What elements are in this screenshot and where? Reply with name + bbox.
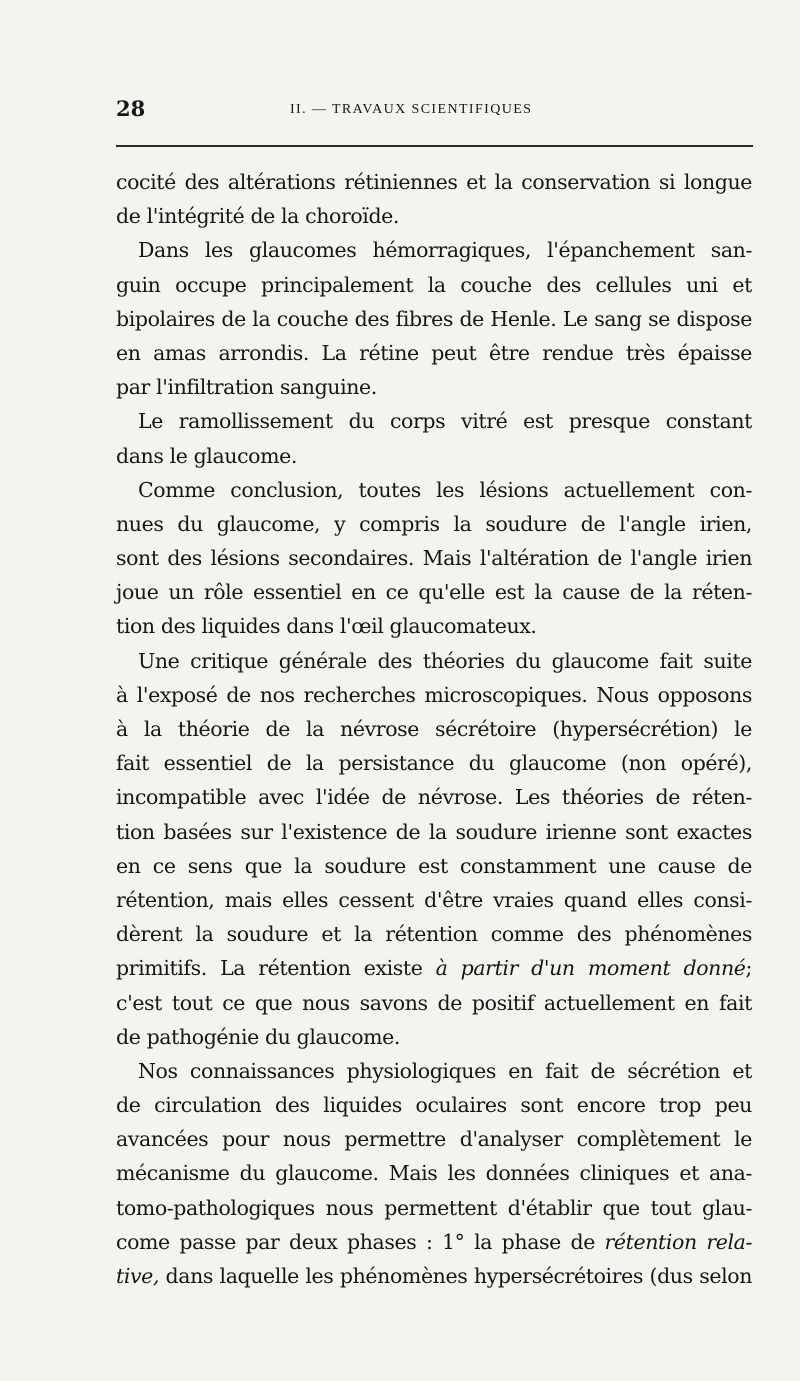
text-line: de circulation des liquides oculaires sont encore trop peu <box>116 1093 752 1118</box>
text-line: rétention, mais elles cessent d'être vraies quand elles consi- <box>116 887 752 912</box>
text-line: de l'intégrité de la choroïde. <box>116 204 400 229</box>
italic-segment: rétention rela- <box>604 1229 753 1254</box>
text-line: Une critique générale des théories du glaucome fait suite <box>138 648 752 673</box>
page-number: 28 <box>116 96 146 121</box>
italic-segment: tive, <box>116 1264 160 1288</box>
text-line: par l'infiltration sanguine. <box>116 375 377 400</box>
text-line-with-italic <box>116 1259 752 1293</box>
text-line: tomo-pathologiques nous permettent d'établir que tout glau- <box>116 1195 752 1220</box>
text-line: avancées pour nous permettre d'analyser complètement le <box>116 1127 752 1152</box>
text-line: nues du glaucome, y compris la soudure de l'angle irien, <box>116 511 752 536</box>
text-line: Comme conclusion, toutes les lésions actuellement con- <box>138 477 752 502</box>
header-rule <box>116 145 753 147</box>
text-segment: primitifs. La rétention existe <box>116 956 436 981</box>
text-line: cocité des altérations rétiniennes et la conservation si longue <box>116 170 752 194</box>
text-line: incompatible avec l'idée de névrose. Les théories de réten- <box>116 785 752 810</box>
text-line: guin occupe principalement la couche des cellules uni et <box>116 272 752 297</box>
text-line: de pathogénie du glaucome. <box>116 1024 401 1049</box>
text-line: Dans les glaucomes hémorragiques, l'épanchement san- <box>138 238 752 263</box>
text-line: à la théorie de la névrose sécrétoire (hypersécrétion) le <box>116 717 752 741</box>
text-line: en ce sens que la soudure est constamment une cause de <box>116 853 752 878</box>
text-line: joue un rôle essentiel en ce qu'elle est la cause de la réten- <box>116 580 752 605</box>
text-line: fait essentiel de la persistance du glaucome (non opéré), <box>116 751 752 776</box>
running-head: II. — TRAVAUX SCIENTIFIQUES <box>290 102 533 117</box>
text-line: Nos connaissances physiologiques en fait de sécrétion et <box>138 1058 752 1083</box>
text-line: en amas arrondis. La rétine peut être rendue très épaisse <box>116 340 752 365</box>
italic-segment: à partir d'un moment donné <box>435 956 746 981</box>
text-line: tion des liquides dans l'œil glaucomateux. <box>116 614 537 639</box>
text-line: dans le glaucome. <box>116 443 298 468</box>
text-line: sont des lésions secondaires. Mais l'altération de l'angle irien <box>116 546 752 571</box>
text-line: tion basées sur l'existence de la soudure irienne sont exactes <box>116 819 752 844</box>
text-line: c'est tout ce que nous savons de positif actuellement en fait <box>116 990 752 1015</box>
text-line: mécanisme du glaucome. Mais les données cliniques et ana- <box>116 1161 752 1186</box>
text-line: dèrent la soudure et la rétention comme des phénomènes <box>116 922 752 947</box>
body-text <box>116 165 752 1293</box>
text-line-with-italic <box>116 1225 752 1259</box>
text-segment: come passe par deux phases : 1° la phase de <box>116 1229 605 1254</box>
text-line-with-italic <box>116 951 752 985</box>
text-line: à l'exposé de nos recherches microscopiques. Nous opposons <box>116 682 752 707</box>
text-segment: ; <box>745 956 752 981</box>
text-line: Le ramollissement du corps vitré est presque constant <box>138 409 752 434</box>
text-segment: dans laquelle les phénomènes hypersécrétoires (dus selon <box>159 1264 752 1288</box>
page-header <box>116 96 756 126</box>
text-line: bipolaires de la couche des fibres de Henle. Le sang se dispose <box>116 306 752 331</box>
